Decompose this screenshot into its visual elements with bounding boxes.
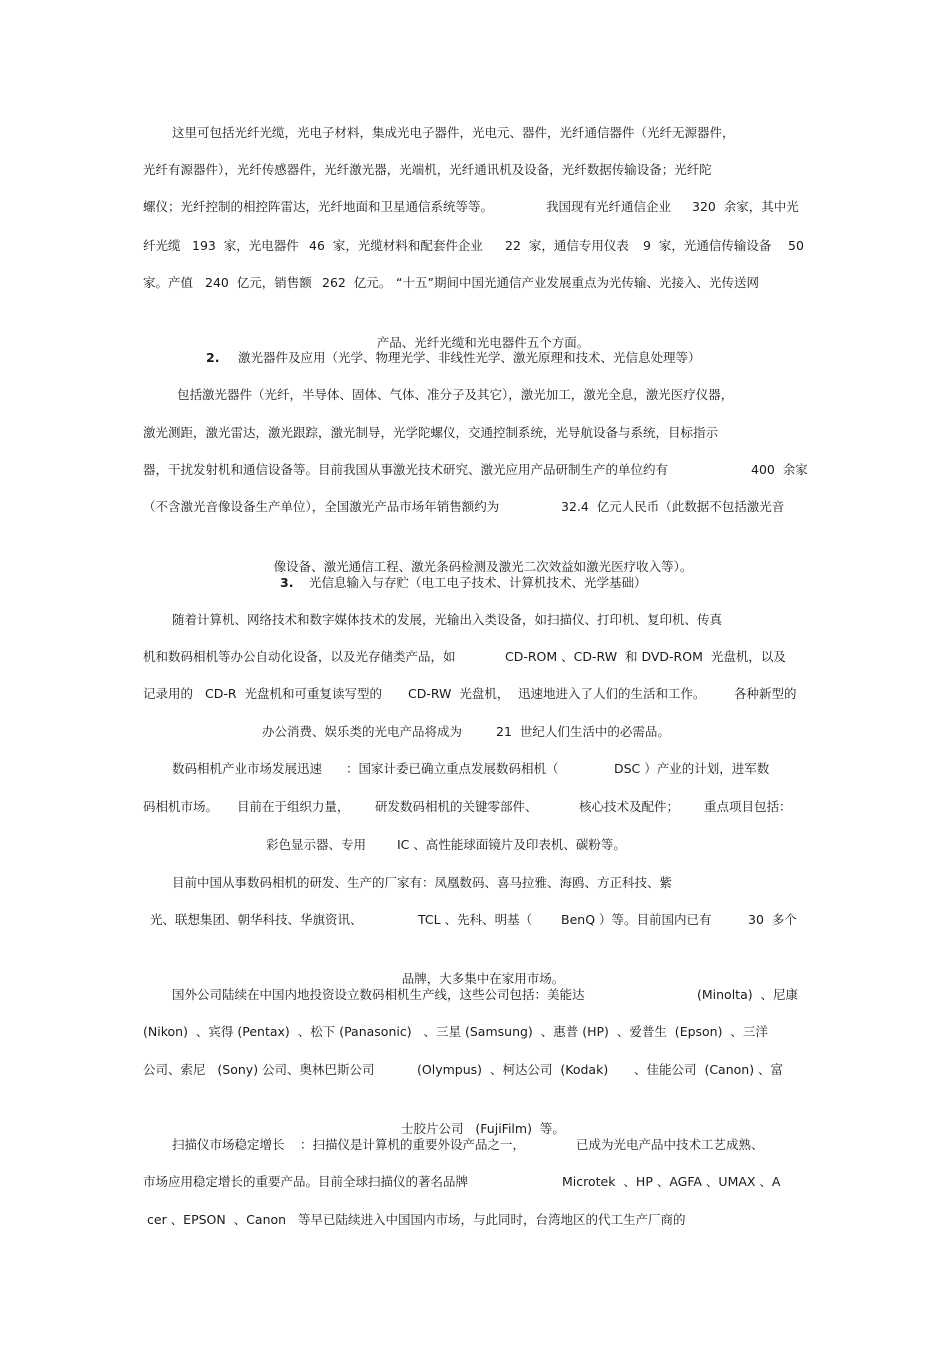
text-line	[0, 721, 950, 743]
text-line	[0, 235, 950, 257]
text-run: 400 余家	[751, 462, 808, 477]
section-number: 3.	[280, 575, 294, 590]
text-line	[0, 758, 950, 780]
text-run: （不含激光音像设备生产单位），全国激光产品市场年销售额约为	[143, 499, 500, 514]
text-run: 激光测距，激光雷达，激光跟踪，激光制导，光学陀螺仪，交通控制系统，光导航设备与系统，目标指示	[143, 425, 719, 440]
text-line	[0, 1096, 950, 1136]
text-run: 262 亿元。	[322, 275, 392, 290]
text-run: 士胶片公司 (FujiFilm) 等。	[401, 1121, 565, 1136]
text-run: 50	[788, 238, 804, 253]
text-line	[0, 872, 950, 894]
text-run: 螺仪；光纤控制的相控阵雷达，光纤地面和卫星通信系统等等。	[143, 199, 494, 214]
text-run: 这里可包括光纤光缆，光电子材料，集成光电子器件，光电元、器件，光纤通信器件（光纤无源器件，	[172, 125, 735, 140]
text-line	[0, 1021, 950, 1043]
text-run: cer 、EPSON 、Canon 等早已陆续进入中国国内市场，与此同时，台湾地区的代工生产厂商的	[147, 1212, 686, 1227]
text-run: 数码相机产业市场发展迅速	[172, 761, 323, 776]
text-run: 迅速地进入了人们的生活和工作。	[518, 686, 706, 701]
text-run: DSC ）产业的计划，进军数	[614, 761, 770, 776]
text-run: 办公消费、娱乐类的光电产品将成为	[262, 724, 463, 739]
section-title: 光信息输入与存贮（电工电子技术、计算机技术、光学基础）	[309, 575, 647, 590]
text-run: 、佳能公司 (Canon) 、富	[634, 1062, 784, 1077]
text-line	[0, 534, 950, 574]
text-run: 9 家，光通信传输设备	[643, 238, 772, 253]
text-run: 30 多个	[748, 912, 797, 927]
text-run: ：扫描仪是计算机的重要外设产品之一，	[300, 1137, 526, 1152]
text-run: 21 世纪人们生活中的必需品。	[496, 724, 670, 739]
section-title: 激光器件及应用（光学、物理光学、非线性光学、激光原理和技术、光信息处理等）	[238, 350, 701, 365]
text-run: 包括激光器件（光纤，半导体、固体、气体、准分子及其它），激光加工，激光全息，激光医疗仪器，	[177, 387, 734, 402]
text-run: 我国现有光纤通信企业	[546, 199, 672, 214]
text-run: 产品、光纤光缆和光电器件五个方面。	[376, 335, 590, 350]
text-run: 国外公司陆续在中国内地投资设立数码相机生产线，这些公司包括：美能达	[172, 987, 585, 1002]
text-run: 22 家，通信专用仪表	[505, 238, 629, 253]
text-run: 彩色显示器、专用	[266, 837, 367, 852]
text-run: 随着计算机、网络技术和数字媒体技术的发展，光输出入类设备，如扫描仪、打印机、复印机、传真	[172, 612, 723, 627]
text-line	[0, 683, 950, 705]
text-run: TCL 、先科、明基（	[418, 912, 533, 927]
text-line	[0, 422, 950, 444]
text-run: Microtek 、HP 、AGFA 、UMAX 、A	[562, 1174, 781, 1189]
text-run: 重点项目包括：	[704, 799, 792, 814]
text-run: IC 、高性能球面镜片及印表机、碳粉等。	[397, 837, 626, 852]
text-run: 各种新型的	[734, 686, 797, 701]
text-run: 46 家，光缆材料和配套件企业	[309, 238, 483, 253]
text-run: CD-R 光盘机和可重复读写型的	[205, 686, 382, 701]
text-run: 家。产值	[143, 275, 194, 290]
text-line	[0, 1171, 950, 1193]
text-run: 已成为光电产品中技术工艺成熟、	[576, 1137, 764, 1152]
text-run: ：国家计委已确立重点发展数码相机（	[346, 761, 559, 776]
text-line	[0, 196, 950, 218]
text-run: 193 家，光电器件	[192, 238, 299, 253]
text-run: 码相机市场。	[143, 799, 219, 814]
text-line	[0, 272, 950, 294]
text-run: 光纤有源器件），光纤传感器件，光纤激光器，光端机，光纤通讯机及设备，光纤数据传输设备；光纤陀	[143, 162, 712, 177]
text-run: 公司、索尼 (Sony) 公司、奥林巴斯公司	[143, 1062, 375, 1077]
text-line	[0, 122, 950, 144]
section-heading	[0, 572, 950, 594]
text-run: 记录用的	[143, 686, 194, 701]
text-run: 320 余家，其中光	[692, 199, 799, 214]
text-run: 32.4 亿元人民币（此数据不包括激光音	[561, 499, 785, 514]
text-run: 目前在于组织力量，	[237, 799, 350, 814]
text-run: 目前中国从事数码相机的研发、生产的厂家有：凤凰数码、喜马拉雅、海鸥、方正科技、紫	[172, 875, 673, 890]
text-line	[0, 1134, 950, 1156]
section-heading	[0, 347, 950, 369]
text-run: 研发数码相机的关键零部件、	[375, 799, 538, 814]
text-run: 品牌，大多集中在家用市场。	[401, 971, 565, 986]
text-run: 核心技术及配件；	[579, 799, 680, 814]
text-line	[0, 946, 950, 986]
text-line	[0, 459, 950, 481]
text-run: 像设备、激光通信工程、激光条码检测及激光二次效益如激光医疗收入等）。	[273, 559, 693, 574]
text-line	[0, 159, 950, 181]
text-run: (Minolta) 、尼康	[697, 987, 799, 1002]
text-run: 机和数码相机等办公自动化设备，以及光存储类产品，如	[143, 649, 456, 664]
text-line	[0, 496, 950, 518]
text-run: 240 亿元，销售额	[205, 275, 312, 290]
text-line	[0, 384, 950, 406]
text-line	[0, 834, 950, 856]
text-line	[0, 984, 950, 1006]
text-line	[0, 609, 950, 631]
section-number: 2.	[206, 350, 220, 365]
text-run: “十五”期间中国光通信产业发展重点为光传输、光接入、光传送网	[396, 275, 759, 290]
text-run: BenQ ）等。目前国内已有	[561, 912, 712, 927]
text-line	[0, 1059, 950, 1081]
text-line	[0, 310, 950, 350]
text-run: 纤光缆	[143, 238, 181, 253]
text-run: CD-RW 光盘机，	[408, 686, 510, 701]
text-line	[0, 646, 950, 668]
text-run: (Olympus) 、柯达公司 (Kodak)	[417, 1062, 609, 1077]
text-run: 市场应用稳定增长的重要产品。目前全球扫描仪的著名品牌	[143, 1174, 469, 1189]
text-line	[0, 796, 950, 818]
text-run: 扫描仪市场稳定增长	[172, 1137, 285, 1152]
text-run: 光、联想集团、朝华科技、华旗资讯、	[150, 912, 363, 927]
text-line	[0, 1209, 950, 1231]
text-run: CD-ROM 、CD-RW 和 DVD-ROM 光盘机，以及	[505, 649, 786, 664]
text-run: (Nikon) 、宾得 (Pentax) 、松下 (Panasonic) 、三星 (Samsung) 、惠普 (HP) 、爱普生 (Epson) 、三洋	[143, 1024, 768, 1039]
text-line	[0, 909, 950, 931]
text-run: 器，干扰发射机和通信设备等。目前我国从事激光技术研究、激光应用产品研制生产的单位约有	[143, 462, 669, 477]
